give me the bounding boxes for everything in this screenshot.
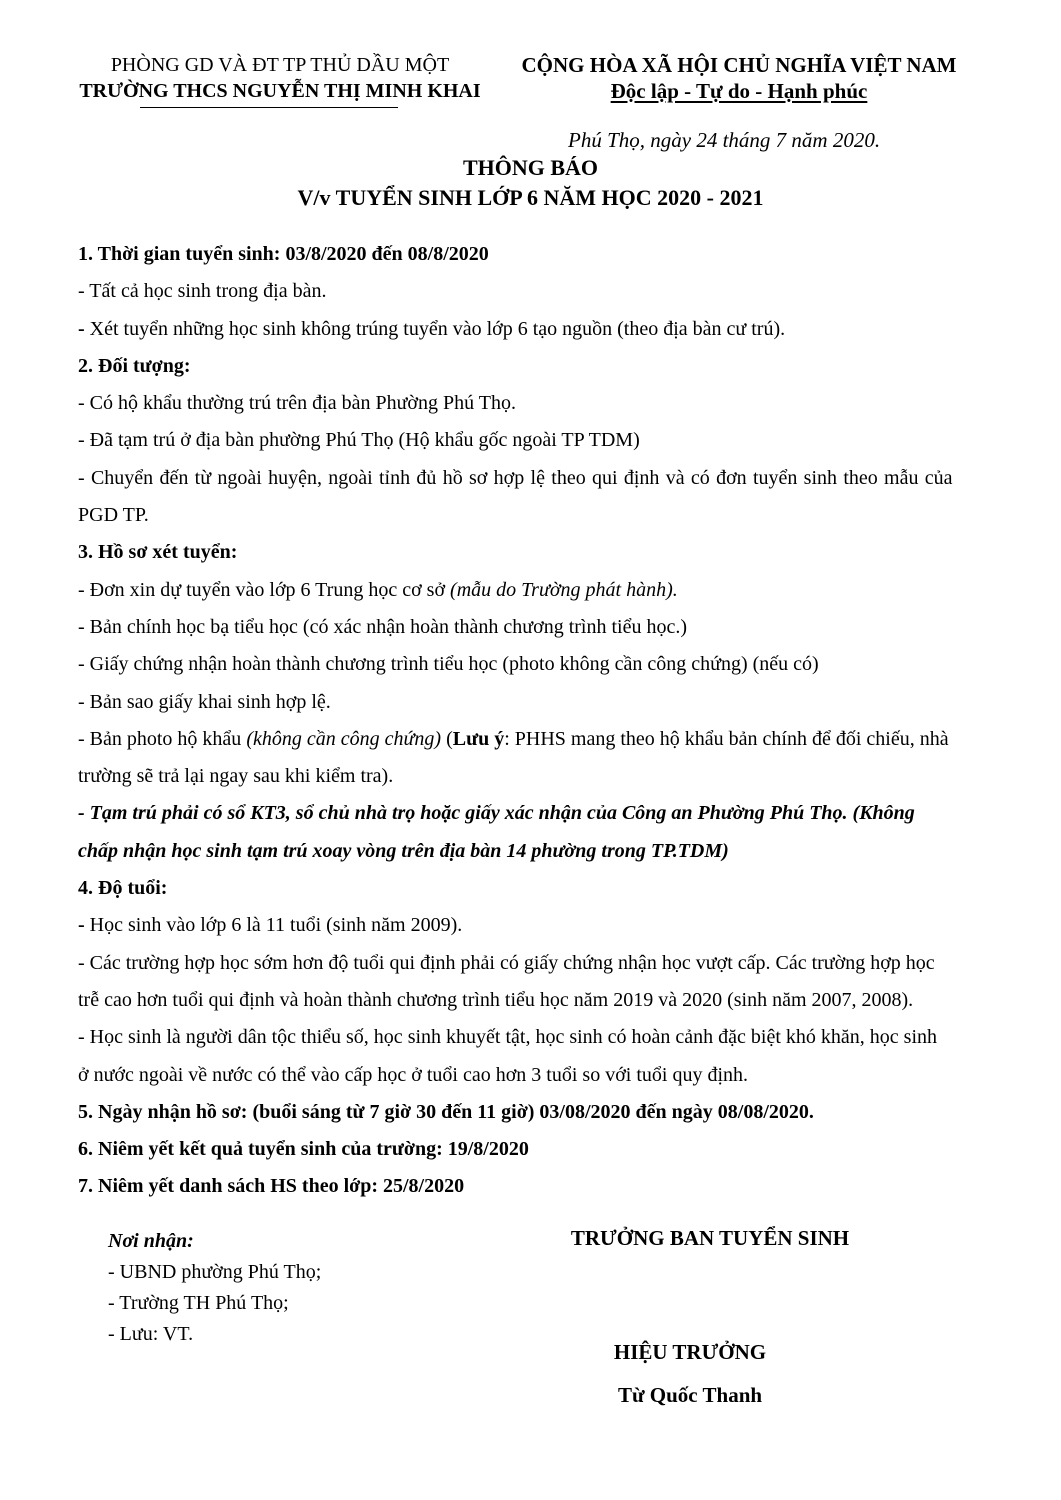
bullet-dash: - [78,317,85,340]
body-text: ( [441,727,453,750]
section-heading: 4. Độ tuổi: [78,877,168,900]
body-text: - Bản photo hộ khẩu [78,727,247,750]
body-line: - Bản chính học bạ tiểu học (có xác nhận hoàn thành chương trình tiểu học.) [78,615,688,638]
section-heading: 3. Hồ sơ xét tuyển: [78,541,238,564]
body-line: - Bản sao giấy khai sinh hợp lệ. [78,690,331,713]
doc-subject: V/v TUYỂN SINH LỚP 6 NĂM HỌC 2020 - 2021 [297,185,764,210]
emphasis-line: - Tạm trú phải có sổ KT3, sổ chủ nhà trọ hoặc giấy xác nhận của Công an Phường Phú Thọ. (Không [78,802,915,825]
country-name: CỘNG HÒA XÃ HỘI CHỦ NGHĨA VIỆT NAM [521,53,957,77]
motto: Độc lập - Tự do - Hạnh phúc [610,79,868,103]
section-heading: 7. Niêm yết danh sách HS theo lớp: 25/8/2020 [78,1175,465,1198]
section-heading: 6. Niêm yết kết quả tuyển sinh của trường: 19/8/2020 [78,1138,529,1161]
notice-body [78,236,1013,1206]
body-line: - Học sinh là người dân tộc thiểu số, học sinh khuyết tật, học sinh có hoàn cảnh đặc biệt khó khăn, học sinh [78,1026,938,1049]
body-line: - Tất cả học sinh trong địa bàn. [78,280,327,303]
italic-note: (không cần công chứng) [246,727,442,750]
recipient-item: - Trường TH Phú Thọ; [108,1292,289,1314]
body-line: - Các trường hợp học sớm hơn độ tuổi qui định phải có giấy chứng nhận học vượt cấp. Các trường hợp học [78,951,935,974]
national-motto [508,52,970,104]
section-heading: 2. Đối tượng: [78,354,191,377]
emphasis-line: chấp nhận học sinh tạm trú xoay vòng trên địa bàn 14 phường trong TP.TDM) [78,839,729,862]
body-text: Học sinh vào lớp 6 là 11 tuổi (sinh năm 2009). [84,914,463,937]
doc-title: THÔNG BÁO [462,155,599,180]
department-name: PHÒNG GD VÀ ĐT TP THỦ DẦU MỘT [110,54,450,76]
signer-position: HIỆU TRƯỞNG [613,1340,767,1364]
body-line: - Có hộ khẩu thường trú trên địa bàn Phường Phú Thọ. [78,392,516,415]
body-line: - Chuyển đến từ ngoài huyện, ngoài tỉnh đủ hồ sơ hợp lệ theo qui định và có đơn tuyển sinh theo mẫu của [78,466,953,489]
body-text: - Đơn xin dự tuyển vào lớp 6 Trung học cơ sở [78,578,451,601]
recipients-label: Nơi nhận: [108,1230,194,1252]
date-line: Phú Thọ, ngày 24 tháng 7 năm 2020. [568,128,881,152]
body-line: - Đã tạm trú ở địa bàn phường Phú Thọ (Hộ khẩu gốc ngoài TP TDM) [78,429,640,452]
body-text: Xét tuyển những học sinh không trúng tuyển vào lớp 6 tạo nguồn (theo địa bàn cư trú). [84,317,786,340]
body-line: ở nước ngoài về nước có thể vào cấp học ở tuổi cao hơn 3 tuổi so với tuổi quy định. [78,1063,749,1086]
body-line [78,572,1013,609]
bullet-dash: - [78,914,85,937]
body-line [78,311,1013,348]
board-title: TRƯỞNG BAN TUYỂN SINH [570,1226,850,1250]
recipient-item: - Lưu: VT. [108,1323,194,1345]
body-text: : PHHS mang theo hộ khẩu bản chính để đối chiếu, nhà [504,727,949,750]
recipients-block [108,1226,321,1350]
body-line [78,721,1013,758]
body-line: trễ cao hơn tuổi qui định và hoàn thành chương trình tiểu học năm 2019 và 2020 (sinh năm 2007, 2008). [78,988,914,1011]
header-divider [140,107,398,108]
signer-name: Từ Quốc Thanh [617,1383,763,1407]
note-label: Lưu ý [452,727,505,750]
body-line: PGD TP. [78,504,149,527]
section-heading: 1. Thời gian tuyển sinh: 03/8/2020 đến 08/8/2020 [78,243,489,265]
body-line: - Giấy chứng nhận hoàn thành chương trình tiểu học (photo không cần công chứng) (nếu có) [78,653,819,676]
section-heading: 5. Ngày nhận hồ sơ: (buổi sáng từ 7 giờ 30 đến 11 giờ) 03/08/2020 đến ngày 08/08/2020. [78,1100,814,1123]
body-line: trường sẽ trả lại ngay sau khi kiểm tra). [78,765,394,788]
body-line [78,907,1013,944]
italic-note: (mẫu do Trường phát hành). [450,578,678,601]
recipient-item: - UBND phường Phú Thọ; [108,1261,322,1283]
issuing-authority [60,52,500,104]
school-name: TRƯỜNG THCS NGUYỄN THỊ MINH KHAI [79,80,481,102]
